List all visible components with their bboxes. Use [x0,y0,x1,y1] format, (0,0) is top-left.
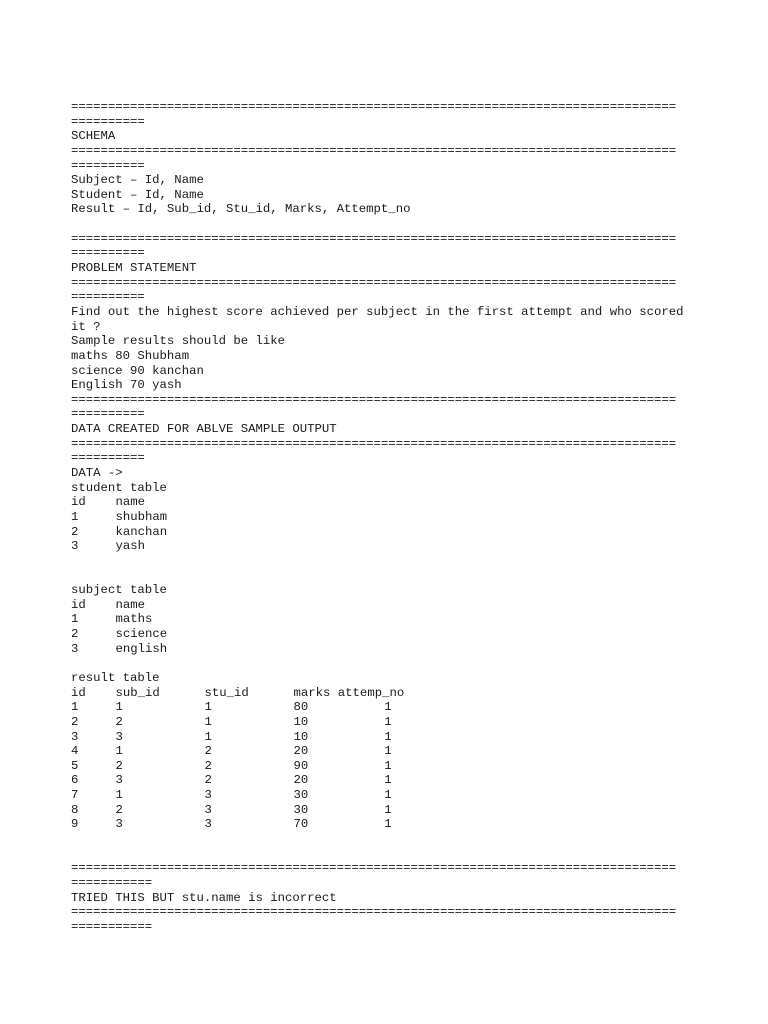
cell-sub-id: 1 [115,788,123,803]
separator-line-tail: ========== [71,246,145,261]
table-row [71,817,711,832]
document-page [71,100,711,935]
cell-attempt-no: 1 [384,700,392,715]
cell-id: 8 [71,802,79,817]
header-stu-id: stu_id [204,685,249,700]
cell-marks: 30 [293,788,309,803]
schema-line-student: Student – Id, Name [71,187,204,202]
cell-attempt-no: 1 [384,817,392,832]
cell-name: maths [115,612,153,627]
cell-sub-id: 2 [115,802,123,817]
cell-stu-id: 2 [204,758,212,773]
table-row [71,642,711,657]
cell-stu-id: 3 [204,802,212,817]
cell-stu-id: 3 [204,817,212,832]
cell-marks: 20 [293,744,309,759]
cell-id: 2 [71,714,79,729]
cell-marks: 20 [293,773,309,788]
student-table-title: student table [71,480,167,495]
sample-result-line: English 70 yash [71,378,182,393]
sample-result-line: maths 80 Shubham [71,348,190,363]
cell-name: shubham [115,509,168,524]
cell-marks: 80 [293,700,309,715]
cell-stu-id: 1 [204,700,212,715]
cell-sub-id: 3 [115,773,123,788]
separator-line: ================================================================================== [71,100,677,114]
cell-marks: 10 [293,729,309,744]
separator-line: ================================================================================== [71,905,677,920]
data-heading: DATA CREATED FOR ABLVE SAMPLE OUTPUT [71,422,337,437]
cell-sub-id: 3 [115,817,123,832]
table-row [71,510,711,525]
problem-line: it ? [71,319,101,334]
separator-line: ================================================================================== [71,275,677,290]
sample-result-line: science 90 kanchan [71,363,204,378]
cell-marks: 70 [293,817,309,832]
cell-stu-id: 3 [204,788,212,803]
cell-stu-id: 1 [204,714,212,729]
cell-name: kanchan [115,524,168,539]
table-row [71,627,711,642]
result-table-body [71,700,711,832]
cell-id: 9 [71,817,79,832]
table-row [71,730,711,745]
result-table-title: result table [71,670,160,685]
blank-line [71,217,711,232]
cell-attempt-no: 1 [384,744,392,759]
cell-id: 3 [71,729,79,744]
cell-name: yash [115,539,146,554]
cell-name: science [115,627,168,642]
cell-attempt-no: 1 [384,758,392,773]
problem-line: Sample results should be like [71,334,286,349]
cell-attempt-no: 1 [384,729,392,744]
schema-heading: SCHEMA [71,129,116,144]
table-row [71,759,711,774]
cell-attempt-no: 1 [384,802,392,817]
table-row [71,744,711,759]
cell-sub-id: 1 [115,700,123,715]
cell-sub-id: 2 [115,714,123,729]
cell-name: english [115,641,168,656]
cell-attempt-no: 1 [384,788,392,803]
cell-id: 3 [71,539,79,554]
schema-line-subject: Subject – Id, Name [71,173,204,188]
table-row [71,539,711,554]
separator-line: ================================================================================== [71,861,677,876]
cell-attempt-no: 1 [384,714,392,729]
separator-line-tail: ========== [71,451,145,466]
data-intro: DATA -> [71,466,123,481]
blank-line [71,832,711,847]
tried-heading: TRIED THIS BUT stu.name is incorrect [71,890,337,905]
cell-marks: 10 [293,714,309,729]
header-attempt-no: attemp_no [337,685,405,700]
subject-table-title: subject table [71,583,167,598]
cell-id: 2 [71,627,79,642]
table-row [71,803,711,818]
header-sub-id: sub_id [115,685,160,700]
cell-stu-id: 2 [204,744,212,759]
cell-id: 1 [71,700,79,715]
blank-line [71,569,711,584]
table-row [71,715,711,730]
problem-line: Find out the highest score achieved per subject in the first attempt and who scored [71,304,684,319]
header-name: name [115,495,146,510]
blank-line [71,847,711,862]
separator-line-tail: =========== [71,919,153,934]
separator-line-tail: ========== [71,114,145,129]
blank-line [71,554,711,569]
cell-id: 1 [71,612,79,627]
cell-id: 1 [71,509,79,524]
table-row [71,773,711,788]
cell-marks: 30 [293,802,309,817]
header-id: id [71,495,86,510]
separator-line-tail: =========== [71,875,153,890]
blank-line [71,656,711,671]
separator-line-tail: ========== [71,290,145,305]
cell-marks: 90 [293,758,309,773]
separator-line: ================================================================================== [71,143,677,158]
cell-id: 2 [71,524,79,539]
result-table-header [71,686,711,701]
separator-line-tail: ========== [71,407,145,422]
cell-sub-id: 2 [115,758,123,773]
header-name: name [115,597,146,612]
cell-id: 5 [71,758,79,773]
cell-stu-id: 1 [204,729,212,744]
separator-line: ================================================================================== [71,436,677,451]
cell-id: 6 [71,773,79,788]
cell-id: 4 [71,744,79,759]
cell-id: 7 [71,788,79,803]
separator-line: ================================================================================== [71,392,677,407]
header-id: id [71,597,86,612]
cell-sub-id: 1 [115,744,123,759]
table-row [71,525,711,540]
cell-attempt-no: 1 [384,773,392,788]
header-id: id [71,685,86,700]
cell-id: 3 [71,641,79,656]
student-table-header [71,495,711,510]
cell-stu-id: 2 [204,773,212,788]
table-row [71,700,711,715]
separator-line-tail: ========== [71,158,145,173]
cell-sub-id: 3 [115,729,123,744]
separator-line: ================================================================================== [71,231,677,246]
table-row [71,612,711,627]
subject-table-header [71,598,711,613]
table-row [71,788,711,803]
header-marks: marks [293,685,331,700]
schema-line-result: Result – Id, Sub_id, Stu_id, Marks, Attempt_no [71,202,411,217]
problem-heading: PROBLEM STATEMENT [71,261,197,276]
